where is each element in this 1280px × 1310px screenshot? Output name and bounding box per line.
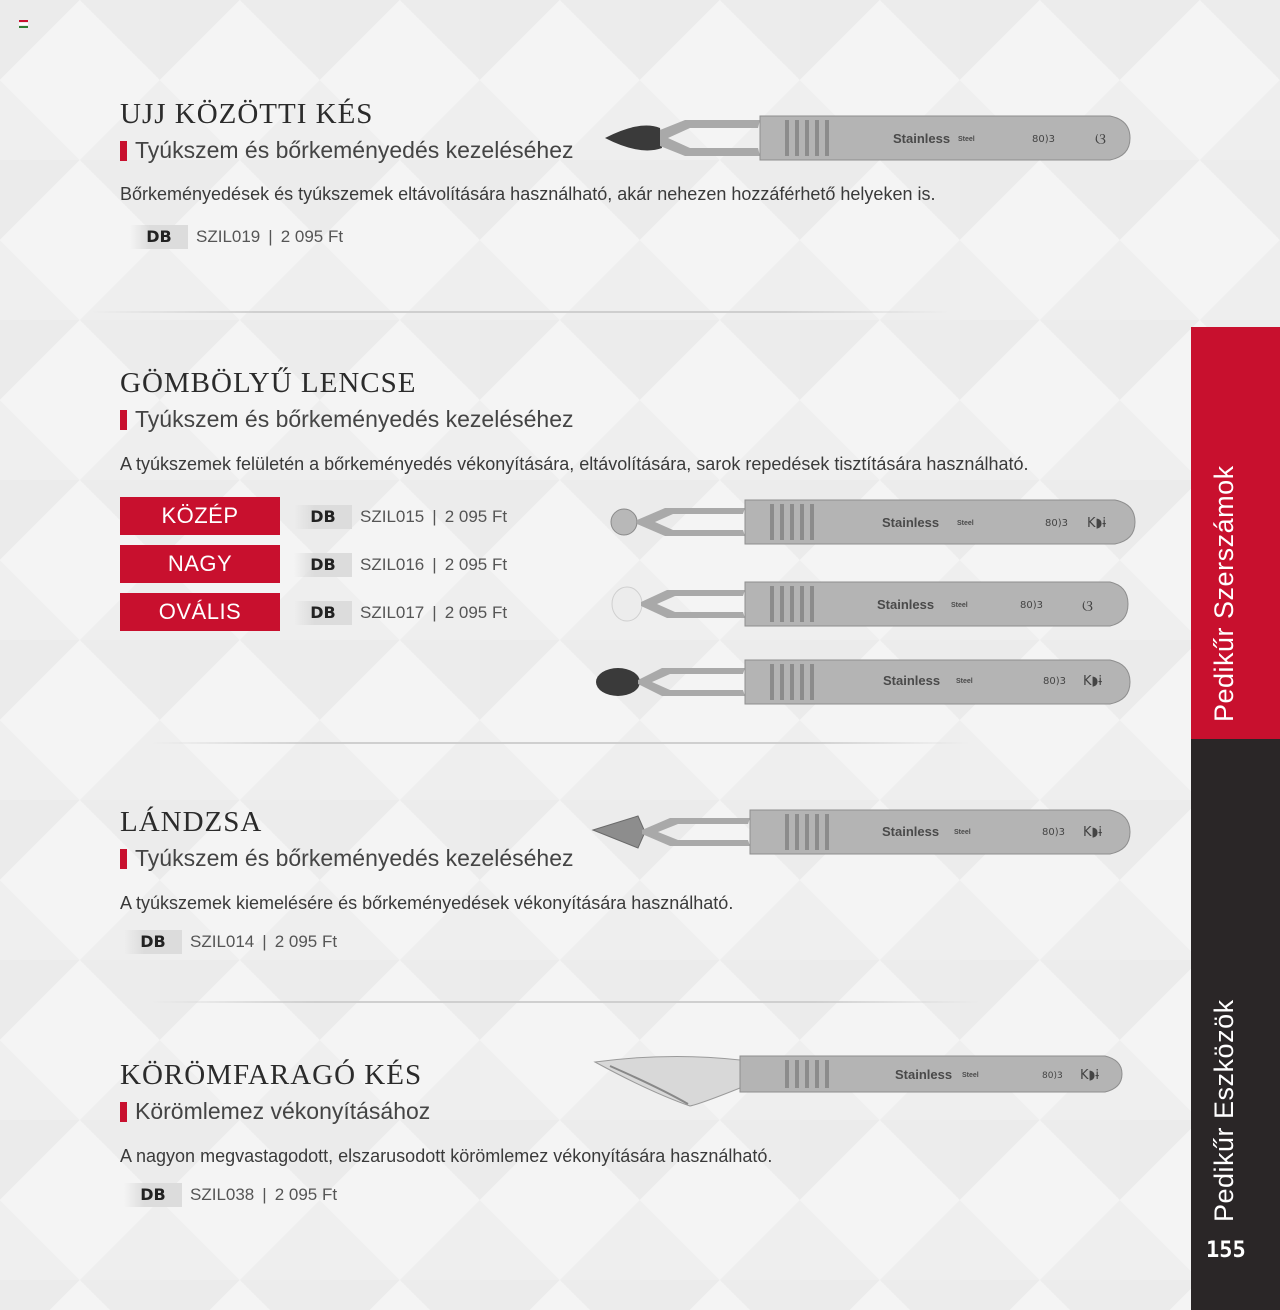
svg-text:Stainless: Stainless (882, 515, 940, 530)
tool-image-ovalis (590, 654, 1135, 714)
svg-text:K◗ɨ: K◗ɨ (1083, 825, 1102, 840)
section-koromfarago-kes (120, 1059, 430, 1125)
section-gombolyu-lencse (120, 367, 574, 433)
variant-kozep-button[interactable]: KÖZÉP (120, 497, 280, 535)
sku-code: SZIL016 (360, 555, 425, 574)
sku-row (294, 505, 507, 529)
svg-text:Stainless: Stainless (877, 597, 935, 612)
price: 2 095 Ft (444, 507, 508, 526)
section-subtitle (120, 137, 574, 164)
section-title: GÖMBÖLYŰ LENCSE (120, 367, 417, 399)
sku-row (130, 225, 343, 249)
tool-image-nagy (605, 576, 1140, 636)
tool-image-landzsa (590, 804, 1135, 864)
tool-image-koromfarago-kes (590, 1048, 1130, 1114)
section-ujj-kozotti-kes (120, 98, 574, 164)
svg-text:ଓ: ଓ (1082, 596, 1094, 615)
unit-tag: DB (130, 225, 188, 249)
separator: | (432, 603, 437, 622)
section-divider (150, 1001, 980, 1003)
subtitle-text: Tyúkszem és bőrkeményedés kezeléséhez (135, 137, 574, 163)
sku-code: SZIL014 (190, 932, 255, 951)
sidebar-bottom-label: Pedikűr Eszközök (1209, 999, 1239, 1222)
sku-code: SZIL017 (360, 603, 425, 622)
section-description: A tyúkszemek kiemelésére és bőrkeményedések vékonyítására használható. (120, 893, 734, 913)
svg-text:ଓ: ଓ (1095, 129, 1107, 148)
unit-tag: DB (294, 505, 352, 529)
subtitle-text: Tyúkszem és bőrkeményedés kezeléséhez (135, 845, 574, 871)
section-title: UJJ KÖZÖTTI KÉS (120, 98, 374, 130)
page-number: 155 (1206, 1238, 1246, 1263)
unit-tag: DB (124, 930, 182, 954)
section-divider (90, 311, 950, 313)
separator: | (268, 227, 273, 246)
sku-code: SZIL019 (196, 227, 261, 246)
svg-text:80)3: 80)3 (1032, 134, 1055, 145)
svg-text:Steel: Steel (951, 602, 968, 609)
sidebar-subcategory-tab[interactable] (1191, 739, 1280, 1310)
sku-row (124, 930, 337, 954)
sidebar-category-tab[interactable] (1191, 327, 1280, 739)
section-subtitle (120, 845, 574, 872)
section-description: A tyúkszemek felületén a bőrkeményedés vékonyítására, eltávolítására, sarok repedések tisztítására használható. (120, 454, 1029, 474)
accent-bar (120, 849, 127, 869)
unit-tag: DB (124, 1183, 182, 1207)
svg-text:80)3: 80)3 (1020, 600, 1043, 611)
price: 2 095 Ft (444, 555, 508, 574)
svg-text:Stainless: Stainless (895, 1067, 953, 1082)
separator: | (432, 507, 437, 526)
hungarian-flag-icon (19, 20, 28, 27)
subtitle-text: Körömlemez vékonyításához (135, 1098, 431, 1124)
price: 2 095 Ft (274, 932, 338, 951)
separator: | (262, 1185, 267, 1204)
separator: | (432, 555, 437, 574)
svg-text:80)3: 80)3 (1042, 827, 1065, 838)
svg-text:Steel: Steel (962, 1072, 979, 1079)
svg-text:Stainless: Stainless (893, 131, 951, 146)
variant-ovalis-button[interactable]: OVÁLIS (120, 593, 280, 631)
svg-text:K◗ɨ: K◗ɨ (1083, 674, 1102, 689)
svg-text:Stainless: Stainless (883, 673, 941, 688)
section-description: Bőrkeményedések és tyúkszemek eltávolítására használható, akár nehezen hozzáférhető helyeken is. (120, 184, 936, 204)
svg-text:80)3: 80)3 (1045, 518, 1068, 529)
sku-row (294, 601, 507, 625)
section-subtitle (120, 406, 574, 433)
accent-bar (120, 410, 127, 430)
tool-image-kozep (605, 494, 1140, 554)
sku-code: SZIL038 (190, 1185, 255, 1204)
variant-nagy-button[interactable]: NAGY (120, 545, 280, 583)
price: 2 095 Ft (444, 603, 508, 622)
price: 2 095 Ft (280, 227, 344, 246)
subtitle-text: Tyúkszem és bőrkeményedés kezeléséhez (135, 406, 574, 432)
sku-row (294, 553, 507, 577)
svg-text:Steel: Steel (957, 520, 974, 527)
separator: | (262, 932, 267, 951)
svg-text:Steel: Steel (956, 678, 973, 685)
section-divider (150, 742, 970, 744)
accent-bar (120, 141, 127, 161)
unit-tag: DB (294, 601, 352, 625)
sku-code: SZIL015 (360, 507, 425, 526)
tool-image-ujj-kozotti-kes (600, 110, 1135, 170)
svg-text:K◗ɨ: K◗ɨ (1080, 1068, 1099, 1083)
section-description: A nagyon megvastagodott, elszarusodott körömlemez vékonyítására használható. (120, 1146, 773, 1166)
svg-text:80)3: 80)3 (1042, 1071, 1063, 1081)
section-landzsa (120, 806, 574, 872)
sku-row (124, 1183, 337, 1207)
section-title: KÖRÖMFARAGÓ KÉS (120, 1059, 423, 1091)
svg-text:Stainless: Stainless (882, 824, 940, 839)
svg-text:80)3: 80)3 (1043, 676, 1066, 687)
svg-text:Steel: Steel (958, 136, 975, 143)
svg-text:Steel: Steel (954, 829, 971, 836)
unit-tag: DB (294, 553, 352, 577)
svg-text:K◗ɨ: K◗ɨ (1087, 516, 1106, 531)
section-title: LÁNDZSA (120, 806, 263, 838)
sidebar-top-label: Pedikűr Szerszámok (1209, 465, 1239, 722)
accent-bar (120, 1102, 127, 1122)
price: 2 095 Ft (274, 1185, 338, 1204)
section-subtitle (120, 1098, 430, 1125)
